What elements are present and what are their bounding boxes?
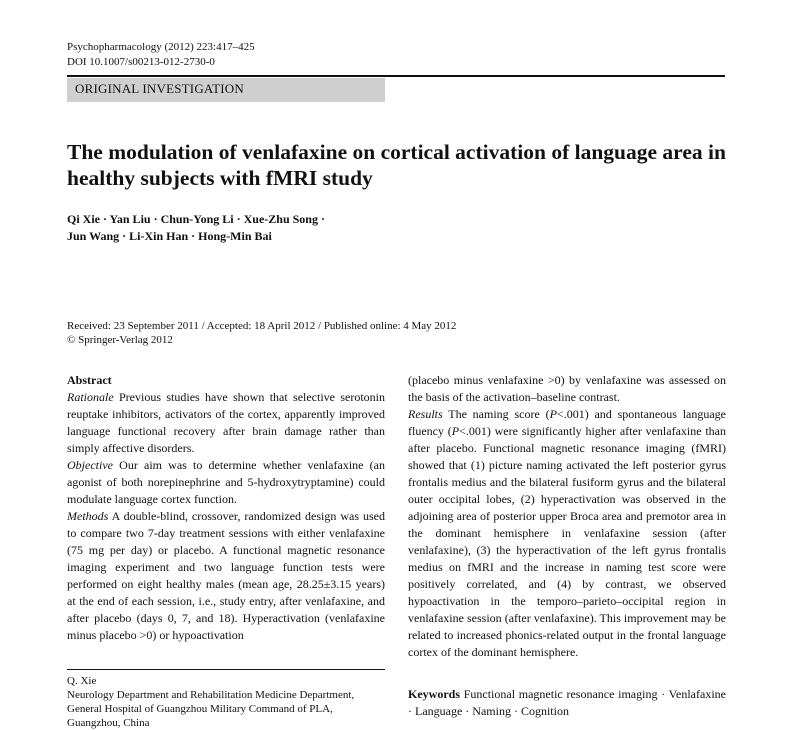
doi: DOI 10.1007/s00213-012-2730-0 [67, 56, 215, 68]
affiliation-line-1: Neurology Department and Rehabilitation Medicine Department, [67, 689, 355, 701]
rationale-label: Rationale [67, 390, 114, 404]
affiliation-line-2: General Hospital of Guangzhou Military Command of PLA, [67, 703, 333, 715]
results-p-value-1: P [549, 407, 557, 421]
results-text-b: <.001) and spontaneous language fluency ( [408, 407, 727, 438]
keywords [408, 686, 726, 720]
section-label: ORIGINAL INVESTIGATION [67, 78, 385, 102]
publication-history: Received: 23 September 2011 / Accepted: 18 April 2012 / Published online: 4 May 2012 [67, 320, 457, 332]
abstract-left-column [67, 372, 385, 644]
methods-text: A double-blind, crossover, randomized design was used to compare two 7-day treatment sessions with either venlafaxine (75 mg per day) or placebo. A functional magnetic resonance imaging experiment and two language function tests were performed on eight healthy males (mean age, 28.25±3.15 years) at the end of each session, i.e., study entry, after venlafaxine, and after placebo (days 0, 7, and 18). Hyperactivation (venlafaxine minus placebo >0) or hypoactivation [67, 509, 385, 642]
keywords-text: Functional magnetic resonance imaging · Venlafaxine · Language · Naming · Cognition [408, 687, 726, 718]
results-text-a: The naming score ( [442, 407, 550, 421]
article-title: The modulation of venlafaxine on cortical activation of language area in healthy subjects with fMRI study [67, 140, 726, 190]
abstract-heading: Abstract [67, 373, 112, 387]
results-text-c: <.001) were significantly higher after venlafaxine than after placebo. Functional magnetic resonance imaging (fMRI) showed that (1) picture naming activated the left posterior gyrus frontalis medius and the bilateral fusiform gyrus and the bilateral outer occipital lobes, (2) hyperactivation was observed in the adjoining area of posterior upper Broca area and premotor area in the dominant hemisphere in venlafaxine session (after venlafaxine), (3) the hyperactivation of the left gyrus frontalis medius on fMRI and the increase in naming test score were positively correlated, and (4) by contrast, we observed hypoactivation in the temporo–parieto–occipital region in venlafaxine session (after venlafaxine). This improvement may be related to increased phonics-related output in the frontal language cortex of the dominant hemisphere. [408, 424, 726, 659]
header-rule [67, 75, 725, 77]
affiliation-line-3: Guangzhou, China [67, 717, 150, 729]
rationale-text: Previous studies have shown that selective serotonin reuptake inhibitors, activators of the cortex, apparently improved language functional recovery after brain damage rather than simply affective disorders. [67, 390, 385, 455]
authors-line-2: Jun Wang · Li-Xin Han · Hong-Min Bai [67, 229, 272, 243]
objective-label: Objective [67, 458, 113, 472]
abstract-methods [67, 508, 385, 644]
results-label: Results [408, 407, 443, 421]
footnote-rule [67, 669, 385, 670]
abstract-objective [67, 457, 385, 508]
affiliation [67, 674, 397, 730]
objective-text: Our aim was to determine whether venlafaxine (an agonist of both norepinephrine and 5-hydroxytryptamine) could modulate language cortex function. [67, 458, 385, 506]
authors-line-1: Qi Xie · Yan Liu · Chun-Yong Li · Xue-Zhu Song · [67, 212, 325, 226]
journal-citation: Psychopharmacology (2012) 223:417–425 [67, 41, 255, 53]
abstract-right-column [408, 372, 726, 661]
abstract-results [408, 406, 726, 661]
keywords-label: Keywords [408, 687, 460, 701]
affiliation-name: Q. Xie [67, 675, 97, 687]
methods-continued: (placebo minus venlafaxine >0) by venlafaxine was assessed on the basis of the activation–baseline contrast. [408, 373, 726, 404]
results-p-value-2: P [451, 424, 460, 438]
methods-label: Methods [67, 509, 109, 523]
copyright: © Springer-Verlag 2012 [67, 334, 173, 346]
abstract-rationale [67, 389, 385, 457]
